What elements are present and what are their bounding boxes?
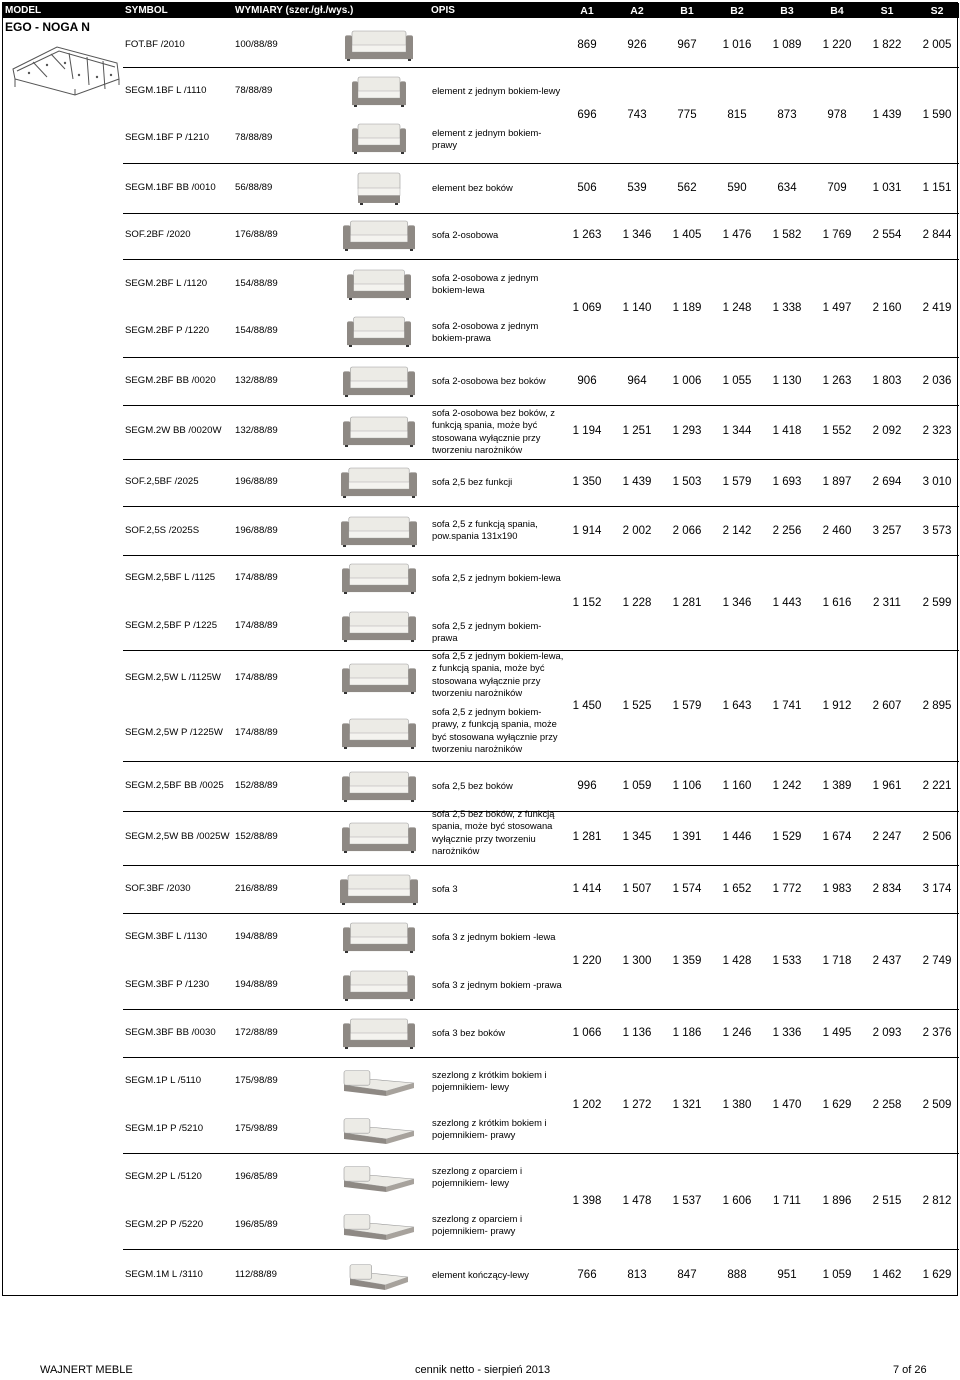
price-cell: 1 503 (672, 476, 702, 488)
price-cell: 506 (577, 182, 597, 194)
price-cell: 1 772 (772, 883, 802, 895)
header-a2: A2 (630, 5, 644, 17)
item-symbol: SEGM.2BF BB /0020 (125, 375, 216, 386)
price-cell: 709 (827, 182, 847, 194)
price-cell: 2 812 (922, 1195, 952, 1207)
price-cell: 1 398 (572, 1195, 602, 1207)
price-cell: 2 509 (922, 1099, 952, 1111)
price-cell: 539 (627, 182, 647, 194)
item-description: sofa 2-osobowa bez boków (432, 375, 546, 386)
price-cell: 1 897 (822, 476, 852, 488)
item-description: element z jednym bokiem-lewy (432, 85, 561, 96)
price-cell: 2 554 (872, 229, 902, 241)
item-symbol: SOF.2,5S /2025S (125, 525, 200, 536)
header-s1: S1 (880, 5, 894, 17)
row-separator (123, 865, 959, 866)
price-cell: 590 (727, 182, 747, 194)
price-cell: 1 130 (772, 375, 802, 387)
footer-page: 7 of 26 (893, 1364, 927, 1376)
item-image-chaise-icon (342, 1113, 416, 1145)
item-description: sofa 2-osobowa (432, 229, 499, 240)
item-symbol: SEGM.2P L /5120 (125, 1171, 202, 1182)
price-cell: 743 (627, 109, 647, 121)
item-symbol: SEGM.3BF BB /0030 (125, 1027, 216, 1038)
price-cell: 888 (727, 1269, 747, 1281)
price-cell: 1 476 (722, 229, 752, 241)
row-separator (123, 761, 959, 762)
price-cell: 2 895 (922, 700, 952, 712)
price-cell: 1 552 (822, 425, 852, 437)
item-symbol: SOF.2BF /2020 (125, 229, 191, 240)
item-description: sofa 2,5 z jednym bokiem-lewa, z funkcją spania, może być stosowana wyłącznie przy tworzeniu narożników (432, 650, 564, 698)
item-symbol: SEGM.1BF L /1110 (125, 85, 207, 96)
item-dimensions: 174/88/89 (235, 672, 278, 683)
price-cell: 1 344 (722, 425, 752, 437)
price-cell: 1 293 (672, 425, 702, 437)
price-cell: 3 010 (922, 476, 952, 488)
item-image-sofa-icon (339, 873, 419, 905)
item-dimensions: 196/88/89 (235, 476, 278, 487)
price-cell: 1 405 (672, 229, 702, 241)
price-cell: 1 106 (672, 780, 702, 792)
item-dimensions: 78/88/89 (235, 85, 273, 96)
price-cell: 1 389 (822, 780, 852, 792)
price-cell: 1 803 (872, 375, 902, 387)
item-dimensions: 174/88/89 (235, 620, 278, 631)
item-symbol: SEGM.2,5W P /1225W (125, 727, 223, 738)
price-cell: 1 574 (672, 883, 702, 895)
item-image-chaise-icon (342, 1065, 416, 1097)
price-cell: 1 242 (772, 780, 802, 792)
price-cell: 1 590 (922, 109, 952, 121)
item-description: sofa 2,5 z jednym bokiem-prawy, z funkcją spania, może być stosowana wyłącznie przy tworzeniu narożników (432, 706, 558, 754)
item-description: sofa 2,5 z jednym bokiem-prawa (432, 620, 542, 644)
price-cell: 1 391 (672, 831, 702, 843)
item-symbol: SEGM.3BF L /1130 (125, 931, 208, 942)
item-symbol: SEGM.3BF P /1230 (125, 979, 210, 990)
item-dimensions: 152/88/89 (235, 780, 278, 791)
price-cell: 1 497 (822, 302, 852, 314)
price-cell: 1 769 (822, 229, 852, 241)
item-dimensions: 176/88/89 (235, 229, 278, 240)
item-dimensions: 175/98/89 (235, 1123, 278, 1134)
price-cell: 2 376 (922, 1027, 952, 1039)
item-description: sofa 3 bez boków (432, 1027, 505, 1038)
price-cell: 2 247 (872, 831, 902, 843)
item-symbol: SEGM.2BF L /1120 (125, 278, 208, 289)
price-cell: 847 (677, 1269, 697, 1281)
price-cell: 1 914 (572, 525, 602, 537)
row-separator (123, 213, 959, 214)
row-separator (123, 506, 959, 507)
price-cell: 1 281 (572, 831, 602, 843)
price-cell: 2 419 (922, 302, 952, 314)
item-dimensions: 132/88/89 (235, 375, 278, 386)
item-symbol: SEGM.2,5BF BB /0025 (125, 780, 224, 791)
price-cell: 2 142 (722, 525, 752, 537)
price-cell: 562 (677, 182, 697, 194)
item-image-sofa-icon (346, 268, 412, 300)
item-symbol: SEGM.1BF P /1210 (125, 132, 210, 143)
item-description: sofa 2,5 bez funkcji (432, 476, 513, 487)
price-cell: 1 016 (722, 39, 752, 51)
price-cell: 2 093 (872, 1027, 902, 1039)
item-image-sofa-icon (342, 365, 416, 397)
price-cell: 1 059 (622, 780, 652, 792)
price-cell: 906 (577, 375, 597, 387)
item-dimensions: 132/88/89 (235, 425, 278, 436)
price-cell: 2 607 (872, 700, 902, 712)
price-cell: 1 069 (572, 302, 602, 314)
price-cell: 2 256 (772, 525, 802, 537)
price-cell: 1 606 (722, 1195, 752, 1207)
item-image-sofa-icon (340, 515, 418, 547)
item-image-sofa-icon (341, 821, 417, 853)
price-cell: 813 (627, 1269, 647, 1281)
item-dimensions: 174/88/89 (235, 727, 278, 738)
row-separator (123, 459, 959, 460)
row-separator (123, 555, 959, 556)
item-image-sofa-icon (342, 415, 416, 447)
item-description: szezlong z oparciem i pojemnikiem- lewy (432, 1165, 523, 1189)
item-image-sofa-icon (342, 969, 416, 1001)
price-cell: 1 446 (722, 831, 752, 843)
price-cell: 1 674 (822, 831, 852, 843)
price-cell: 964 (627, 375, 647, 387)
header-a1: A1 (580, 5, 594, 17)
price-cell: 1 582 (772, 229, 802, 241)
item-description: sofa 2-osobowa bez boków, z funkcją spania, może być stosowana wyłącznie przy tworzeniu narożników (432, 407, 555, 455)
row-separator (123, 259, 959, 260)
item-dimensions: 196/88/89 (235, 525, 278, 536)
price-cell: 3 573 (922, 525, 952, 537)
item-description: szezlong z krótkim bokiem i pojemnikiem- prawy (432, 1117, 547, 1141)
header-b3: B3 (780, 5, 794, 17)
price-cell: 1 616 (822, 597, 852, 609)
price-cell: 967 (677, 39, 697, 51)
price-cell: 1 321 (672, 1099, 702, 1111)
price-cell: 2 160 (872, 302, 902, 314)
price-cell: 1 251 (622, 425, 652, 437)
price-cell: 1 059 (822, 1269, 852, 1281)
price-cell: 1 350 (572, 476, 602, 488)
price-cell: 1 537 (672, 1195, 702, 1207)
item-image-sofa-icon (346, 315, 412, 347)
price-cell: 634 (777, 182, 797, 194)
item-dimensions: 56/88/89 (235, 182, 273, 193)
item-dimensions: 78/88/89 (235, 132, 273, 143)
price-cell: 1 462 (872, 1269, 902, 1281)
price-cell: 1 711 (773, 1195, 801, 1207)
price-cell: 1 439 (872, 109, 902, 121)
header-s2: S2 (930, 5, 944, 17)
price-cell: 2 002 (622, 525, 652, 537)
price-cell: 2 834 (872, 883, 902, 895)
price-cell: 2 749 (922, 955, 952, 967)
price-cell: 1 338 (772, 302, 802, 314)
price-cell: 1 896 (822, 1195, 852, 1207)
price-cell: 2 092 (872, 425, 902, 437)
item-image-sofa-icon (341, 610, 417, 642)
price-cell: 2 437 (872, 955, 902, 967)
price-cell: 873 (777, 109, 797, 121)
row-separator (123, 357, 959, 358)
price-cell: 1 272 (622, 1099, 652, 1111)
price-cell: 1 281 (672, 597, 702, 609)
item-image-sofa-icon (341, 770, 417, 802)
price-cell: 1 533 (772, 955, 802, 967)
item-image-sofa-icon (340, 466, 418, 498)
item-symbol: SEGM.2,5W BB /0025W (125, 831, 230, 842)
price-cell: 2 694 (872, 476, 902, 488)
item-image-armchair-icon (351, 75, 407, 107)
price-cell: 1 186 (672, 1027, 702, 1039)
price-cell: 1 006 (672, 375, 702, 387)
price-cell: 1 066 (572, 1027, 602, 1039)
row-separator (123, 1009, 959, 1010)
item-image-sofa-icon (341, 717, 417, 749)
item-image-armchair-icon (344, 29, 414, 61)
item-symbol: SOF.2,5BF /2025 (125, 476, 199, 487)
price-cell: 1 160 (722, 780, 752, 792)
item-description: element kończący-lewy (432, 1269, 529, 1280)
item-dimensions: 154/88/89 (235, 325, 278, 336)
item-description: sofa 2-osobowa z jednym bokiem-lewa (432, 272, 539, 296)
item-symbol: SEGM.1M L /3110 (125, 1269, 203, 1280)
item-image-chaise-icon (342, 1161, 416, 1193)
item-image-sofa-icon (342, 921, 416, 953)
price-cell: 1 428 (722, 955, 752, 967)
price-cell: 3 174 (922, 883, 952, 895)
price-cell: 1 345 (622, 831, 652, 843)
item-description: sofa 2-osobowa z jednym bokiem-prawa (432, 320, 539, 344)
item-dimensions: 172/88/89 (235, 1027, 278, 1038)
row-separator (123, 163, 959, 164)
item-symbol: SEGM.2,5BF P /1225 (125, 620, 218, 631)
price-cell: 2 066 (672, 525, 702, 537)
price-cell: 1 443 (772, 597, 802, 609)
price-cell: 1 579 (672, 700, 702, 712)
item-dimensions: 194/88/89 (235, 979, 278, 990)
header-b4: B4 (830, 5, 844, 17)
price-cell: 1 346 (622, 229, 652, 241)
price-cell: 1 300 (622, 955, 652, 967)
price-cell: 766 (577, 1269, 597, 1281)
price-cell: 1 031 (872, 182, 902, 194)
footer-title: cennik netto - sierpień 2013 (415, 1364, 551, 1376)
price-cell: 1 418 (772, 425, 802, 437)
item-description: element z jednym bokiem-prawy (432, 127, 542, 151)
price-cell: 1 136 (622, 1027, 652, 1039)
price-cell: 2 599 (922, 597, 952, 609)
header-model: MODEL (5, 5, 42, 16)
header-row (3, 3, 959, 18)
item-image-sofa-icon (342, 219, 416, 251)
item-dimensions: 194/88/89 (235, 931, 278, 942)
header-b1: B1 (680, 5, 694, 17)
price-cell: 1 189 (672, 302, 702, 314)
item-dimensions: 174/88/89 (235, 572, 278, 583)
item-description: sofa 3 z jednym bokiem -prawa (432, 979, 562, 990)
price-cell: 1 470 (772, 1099, 802, 1111)
price-cell: 1 228 (622, 597, 652, 609)
price-cell: 696 (577, 109, 597, 121)
price-cell: 1 089 (772, 39, 802, 51)
price-cell: 2 323 (922, 425, 952, 437)
price-cell: 1 478 (622, 1195, 652, 1207)
item-symbol: SEGM.2P P /5220 (125, 1219, 204, 1230)
price-cell: 1 629 (822, 1099, 852, 1111)
header-symbol: SYMBOL (125, 5, 168, 16)
row-separator (123, 405, 959, 406)
item-symbol: SEGM.2W BB /0020W (125, 425, 222, 436)
price-cell: 1 693 (772, 476, 802, 488)
price-cell: 1 220 (572, 955, 602, 967)
item-description: sofa 2,5 z funkcją spania, pow.spania 131x190 (432, 518, 538, 542)
item-image-armchair-icon (351, 122, 407, 154)
item-image-seat-icon (357, 171, 401, 205)
item-description: szezlong z krótkim bokiem i pojemnikiem- lewy (432, 1069, 547, 1093)
item-image-chaise-icon (348, 1259, 410, 1291)
item-description: szezlong z oparciem i pojemnikiem- prawy (432, 1213, 523, 1237)
price-cell: 1 450 (572, 700, 602, 712)
price-cell: 2 036 (922, 375, 952, 387)
price-cell: 2 460 (822, 525, 852, 537)
price-cell: 2 844 (922, 229, 952, 241)
price-cell: 1 140 (622, 302, 652, 314)
price-cell: 2 221 (922, 780, 952, 792)
item-symbol: SEGM.1BF BB /0010 (125, 182, 216, 193)
price-cell: 1 741 (772, 700, 802, 712)
price-cell: 1 822 (872, 39, 902, 51)
row-separator (123, 1249, 959, 1250)
corner-sofa-diagram-icon (7, 35, 123, 97)
price-cell: 1 380 (722, 1099, 752, 1111)
price-cell: 1 055 (722, 375, 752, 387)
item-description: sofa 2,5 z jednym bokiem-lewa (432, 572, 561, 583)
price-cell: 1 439 (622, 476, 652, 488)
price-cell: 1 961 (872, 780, 902, 792)
item-symbol: SEGM.2,5BF L /1125 (125, 572, 216, 583)
price-cell: 996 (577, 780, 597, 792)
price-cell: 2 311 (873, 597, 901, 609)
item-dimensions: 216/88/89 (235, 883, 278, 894)
price-sheet (2, 2, 958, 1296)
price-cell: 1 643 (722, 700, 752, 712)
price-cell: 1 246 (722, 1027, 752, 1039)
price-cell: 869 (577, 39, 597, 51)
price-cell: 1 194 (572, 425, 602, 437)
item-symbol: FOT.BF /2010 (125, 39, 185, 50)
item-image-chaise-icon (342, 1209, 416, 1241)
item-symbol: SEGM.1P P /5210 (125, 1123, 204, 1134)
price-cell: 978 (827, 109, 847, 121)
item-description: element bez boków (432, 182, 513, 193)
price-cell: 2 506 (922, 831, 952, 843)
item-description: sofa 2,5 bez boków, z funkcją spania, może być stosowana wyłącznie przy tworzeniu narożników (432, 808, 555, 856)
price-cell: 1 912 (822, 700, 852, 712)
item-dimensions: 175/98/89 (235, 1075, 278, 1086)
item-dimensions: 100/88/89 (235, 39, 278, 50)
price-cell: 1 629 (922, 1269, 952, 1281)
row-separator (123, 913, 959, 914)
item-description: sofa 2,5 bez boków (432, 780, 513, 791)
price-cell: 1 202 (572, 1099, 602, 1111)
price-cell: 1 248 (722, 302, 752, 314)
item-symbol: SEGM.1P L /5110 (125, 1075, 202, 1086)
price-cell: 1 983 (822, 883, 852, 895)
price-cell: 1 529 (772, 831, 802, 843)
price-cell: 926 (627, 39, 647, 51)
price-cell: 1 263 (822, 375, 852, 387)
price-cell: 1 220 (822, 39, 852, 51)
price-cell: 815 (727, 109, 747, 121)
price-cell: 2 005 (922, 39, 952, 51)
price-cell: 1 579 (722, 476, 752, 488)
price-cell: 1 495 (822, 1027, 852, 1039)
row-separator (123, 1153, 959, 1154)
row-separator (123, 1057, 959, 1058)
footer-company: WAJNERT MEBLE (40, 1364, 133, 1376)
item-description: sofa 3 (432, 883, 458, 894)
price-cell: 951 (777, 1269, 797, 1281)
item-image-sofa-icon (341, 562, 417, 594)
item-symbol: SEGM.2BF P /1220 (125, 325, 210, 336)
item-dimensions: 196/85/89 (235, 1171, 278, 1182)
item-symbol: SOF.3BF /2030 (125, 883, 191, 894)
header-b2: B2 (730, 5, 744, 17)
row-separator (123, 67, 959, 68)
price-cell: 1 151 (922, 182, 952, 194)
price-cell: 1 152 (572, 597, 602, 609)
price-cell: 1 507 (622, 883, 652, 895)
price-cell: 1 336 (772, 1027, 802, 1039)
price-cell: 1 652 (722, 883, 752, 895)
item-description: sofa 3 z jednym bokiem -lewa (432, 931, 556, 942)
price-cell: 1 359 (672, 955, 702, 967)
price-cell: 1 263 (572, 229, 602, 241)
item-symbol: SEGM.2,5W L /1125W (125, 672, 221, 683)
item-image-sofa-icon (342, 1017, 416, 1049)
item-dimensions: 196/85/89 (235, 1219, 278, 1230)
price-cell: 1 718 (822, 955, 852, 967)
price-cell: 2 515 (872, 1195, 902, 1207)
item-dimensions: 112/88/89 (235, 1269, 277, 1280)
price-cell: 775 (677, 109, 697, 121)
item-dimensions: 152/88/89 (235, 831, 278, 842)
price-cell: 1 525 (622, 700, 652, 712)
price-cell: 1 346 (722, 597, 752, 609)
header-dims: WYMIARY (szer./gł./wys.) (235, 5, 354, 16)
price-cell: 3 257 (872, 525, 902, 537)
item-image-sofa-icon (341, 662, 417, 694)
item-dimensions: 154/88/89 (235, 278, 278, 289)
header-opis: OPIS (431, 5, 455, 16)
price-cell: 1 414 (572, 883, 602, 895)
model-name: EGO - NOGA N (5, 20, 90, 34)
price-cell: 2 258 (872, 1099, 902, 1111)
